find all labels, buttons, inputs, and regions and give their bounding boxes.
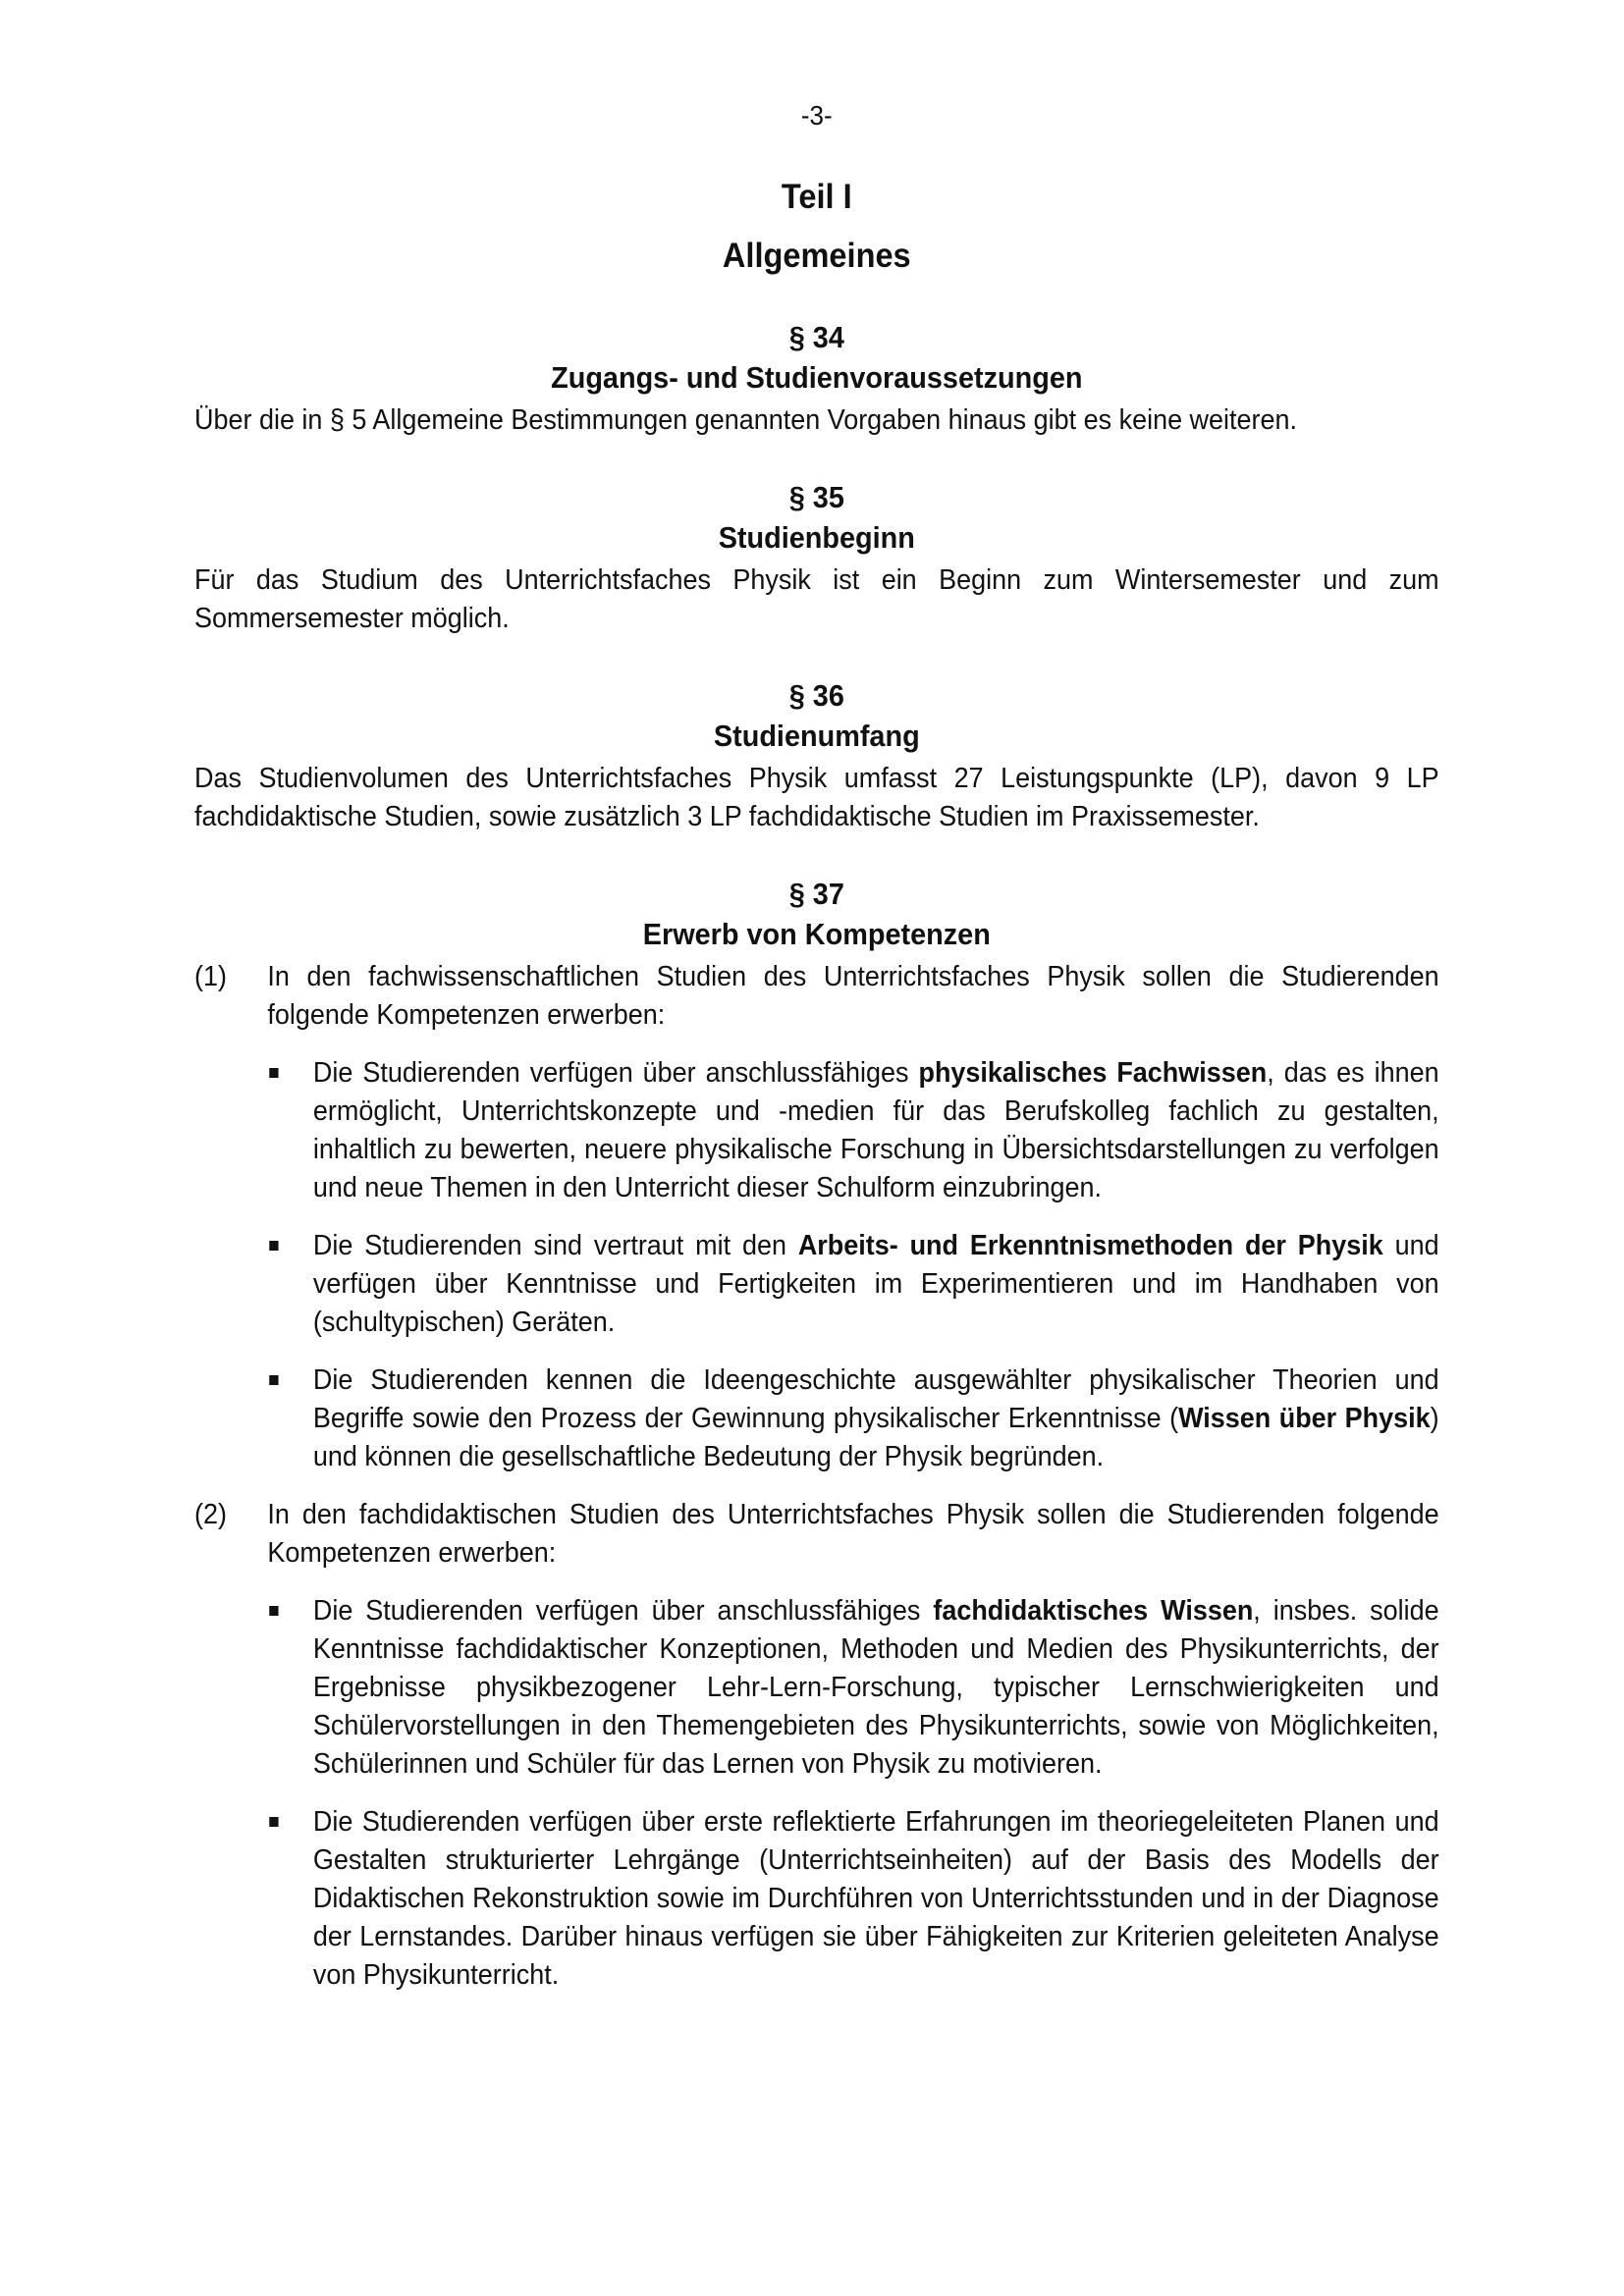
bullet-item (194, 1362, 1439, 1476)
bullet-item (194, 1803, 1439, 1995)
section-paragraph: Über die in § 5 Allgemeine Bestimmungen genannten Vorgaben hinaus gibt es keine weiteren. (194, 404, 1298, 436)
part-title: Teil I (781, 178, 852, 216)
square-bullet-icon (269, 1068, 278, 1078)
part-subtitle: Allgemeines (722, 237, 911, 275)
bullet-text-emphasis: Wissen über Physik (1178, 1403, 1431, 1434)
square-bullet-icon (269, 1817, 278, 1827)
section-title: Studienbeginn (718, 520, 915, 555)
bullet-text-start: Die Studierenden sind vertraut mit den (312, 1230, 798, 1261)
bullet-text-start: Die Studierenden verfügen über erste reflektierte Erfahrungen im theoriegeleiteten Planen und Gestalten strukturierter Lehrgänge (Unterrichtseinheiten) auf der Basis des Modells der Didaktischen Rekonstruktion sowie im Durchführen von Unterrichtsstunden und in der Diagnose der Lernstandes. Darüber hinaus verfügen sie über Fähigkeiten zur Kriterien geleiteten Analyse von Physikunterricht. (312, 1806, 1439, 1991)
numbered-item-1 (194, 958, 1439, 1035)
bullet-text-emphasis: Arbeits- und Erkenntnismethoden der Physik (797, 1230, 1383, 1261)
bullet-text-start: Die Studierenden verfügen über anschlussfähiges (312, 1057, 919, 1089)
bullet-text-start: Die Studierenden verfügen über anschlussfähiges (312, 1595, 934, 1627)
section-spacer (194, 836, 1439, 874)
bullet-text (313, 1362, 1439, 1476)
bullet-text-start: Die Studierenden kennen die Ideengeschichte ausgewählter physikalischer Theorien und Begriffe sowie den Prozess der Gewinnung physikalischer Erkenntnisse ( (312, 1364, 1439, 1434)
square-bullet-icon (269, 1606, 278, 1616)
square-bullet-icon (269, 1241, 278, 1251)
bullet-text-end: ) und können die gesellschaftliche Bedeutung der Physik begründen. (312, 1403, 1439, 1472)
item-text: In den fachdidaktischen Studien des Unterrichtsfaches Physik sollen die Studierenden folgende Kompetenzen erwerben: (267, 1499, 1439, 1569)
bullet-text (313, 1054, 1439, 1207)
section-number: § 34 (788, 320, 844, 354)
item-number: (2) (194, 1499, 227, 1530)
section-title: Zugangs- und Studienvoraussetzungen (551, 360, 1083, 395)
bullet-text (313, 1803, 1439, 1995)
bullet-item (194, 1592, 1439, 1784)
section-35 (194, 477, 1439, 638)
bullet-text-emphasis: physikalisches Fachwissen (918, 1057, 1268, 1089)
bullet-item (194, 1227, 1439, 1342)
page-content (194, 96, 1439, 1995)
bullet-item (194, 1054, 1439, 1207)
section-title: Studienumfang (713, 719, 920, 753)
section-37 (194, 874, 1439, 1995)
section-paragraph: Für das Studium des Unterrichtsfaches Physik ist ein Beginn zum Wintersemester und zum Sommersemester möglich. (194, 564, 1439, 634)
bullet-text-end: , insbes. solide Kenntnisse fachdidaktischer Konzeptionen, Methoden und Medien des Physikunterrichts, der Ergebnisse physikbezogener Lehr-Lern-Forschung, typischer Lernschwierigkeiten und Schülervorstellungen in den Themengebieten des Physikunterrichts, sowie von Möglichkeiten, Schülerinnen und Schüler für das Lernen von Physik zu motivieren. (312, 1595, 1439, 1780)
page-number: -3- (800, 100, 833, 131)
bullet-text-emphasis: fachdidaktisches Wissen (933, 1595, 1254, 1627)
numbered-item-2 (194, 1496, 1439, 1573)
section-number: § 35 (788, 480, 844, 514)
bullet-text (313, 1227, 1439, 1342)
section-spacer (194, 440, 1439, 477)
item-text: In den fachwissenschaftlichen Studien des Unterrichtsfaches Physik sollen die Studierenden folgende Kompetenzen erwerben: (267, 961, 1439, 1031)
section-36 (194, 675, 1439, 836)
section-title: Erwerb von Kompetenzen (642, 917, 991, 951)
bullet-text-end: , das es ihnen ermöglicht, Unterrichtskonzepte und -medien für das Berufskolleg fachlich zu gestalten, inhaltlich zu bewerten, neuere physikalische Forschung in Übersichtsdarstellungen zu verfolgen und neue Themen in den Unterricht dieser Schulform einzubringen. (312, 1057, 1439, 1203)
item-number: (1) (194, 961, 227, 992)
bullet-text (313, 1592, 1439, 1784)
section-number: § 36 (788, 678, 844, 713)
bullet-text-end: und verfügen über Kenntnisse und Fertigkeiten im Experimentieren und im Handhaben von (schultypischen) Geräten. (312, 1230, 1439, 1338)
section-spacer (194, 638, 1439, 675)
section-34 (194, 317, 1439, 440)
section-number: § 37 (788, 877, 844, 911)
square-bullet-icon (269, 1375, 278, 1385)
section-paragraph: Das Studienvolumen des Unterrichtsfaches Physik umfasst 27 Leistungspunkte (LP), davon 9 LP fachdidaktische Studien, sowie zusätzlich 3 LP fachdidaktische Studien im Praxissemester. (194, 763, 1439, 832)
